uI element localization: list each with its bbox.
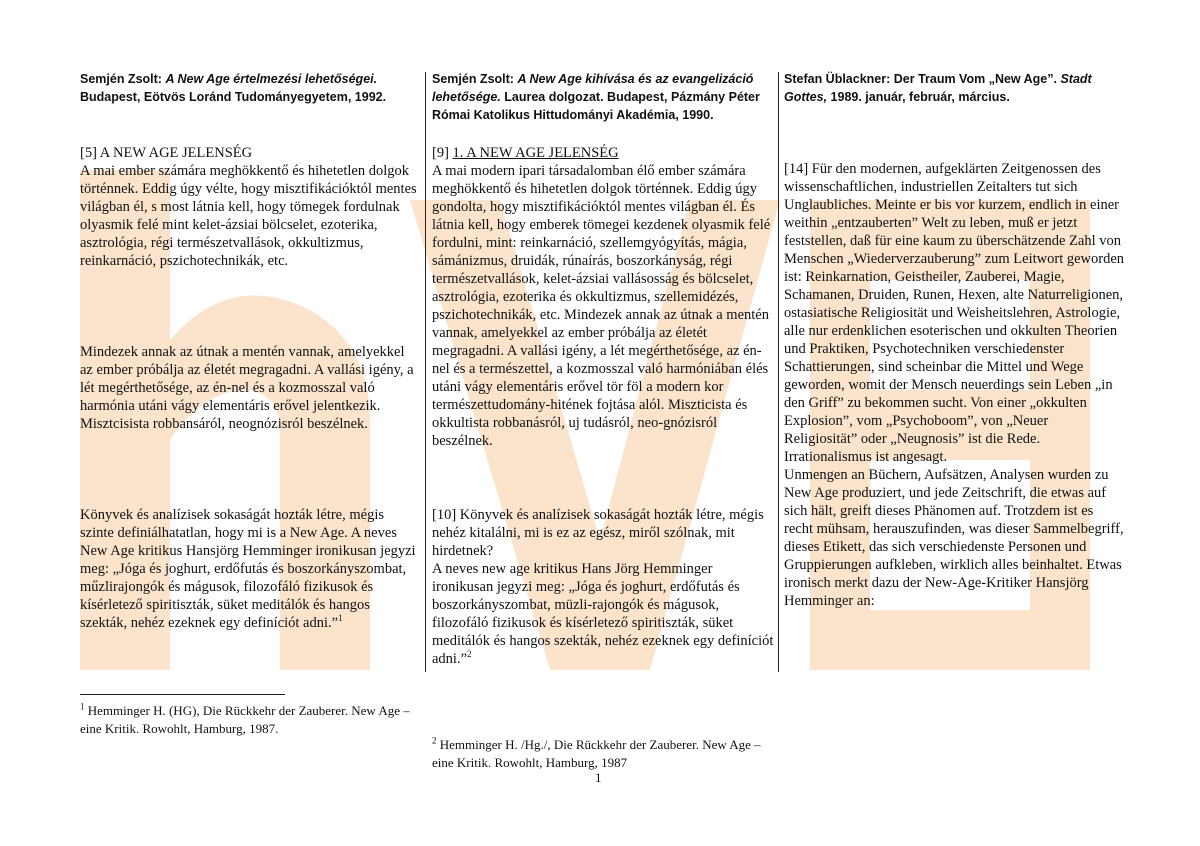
section-title: 1. A NEW AGE JELENSÉG	[452, 145, 619, 161]
source-title: Stadt Gottes,	[784, 72, 1092, 104]
footnote-mark: 1	[80, 701, 85, 712]
author: Semjén Zsolt:	[432, 72, 518, 86]
column-divider-left	[425, 72, 426, 672]
footnote-text: Hemminger H. (HG), Die Rückkehr der Zauberer. New Age – eine Kritik. Rowohlt, Hamburg, 1987.	[80, 703, 410, 736]
paragraph-3	[80, 506, 420, 632]
paragraph-2: Mindezek annak az útnak a mentén vannak, amelyekkel az ember próbálja az életét megragadni. A vallási igény, a lét megérthetősége, az én-nel és a kozmosszal való harmónia utáni vágy elementáris erővel jelentkezik. Misztcisista robbansáról, neognózisról beszélnek.	[80, 344, 414, 432]
source-details: Laurea dolgozat. Budapest, Pázmány Péter Római Katolikus Hittudományi Akadémia, 1990.	[432, 90, 760, 122]
paragraph-3-text: Könyvek és analízisek sokaságát hozták létre, mégis szinte definiálhatatlan, hogy mi is a New Age. A neves New Age kritikus Hansjörg Hemminger ironikusan jegyzi meg: „Jóga és joghurt, erdőfutás és boszorkányszombat, műzlirajongók és mágusok, filozofáló fizikusok és kísérletező spiritiszták, süket meditálók és hangos szekták, nehéz ezeknek egy definíciót adni.”	[80, 507, 416, 631]
source-header	[432, 70, 777, 154]
paragraph-2-text: [10] Könyvek és analízisek sokaságát hozták létre, mégis nehéz kitalálni, mi is ez az egész, miről szólnak, mit hirdetnek? A neves new age kritikus Hans Jörg Hemminger ironikusan jegyzi meg: „Jóga és joghurt, erdőfutás és boszorkányszombat, müzli-rajongók és mágusok, filozofáló fizikusok és kísérletező spiritiszták, süket meditálók és hangos szekták, nehéz ezeknek egy definíciót adni.”	[432, 507, 774, 667]
footnote-text: Hemminger H. /Hg./, Die Rückkehr der Zauberer. New Age – eine Kritik. Rowohlt, Hamburg, 1987	[432, 737, 761, 770]
source-details: Budapest, Eötvös Loránd Tudományegyetem, 1992.	[80, 90, 387, 104]
footnote-1	[80, 702, 410, 738]
paragraph-1: A mai modern ipari társadalomban élő ember számára meghökkentő és hihetetlen dolgok történnek. Eddig úgy gondolta, hogy misztifikációktól mentes világban él. És látnia kell, hogy emberek tömegei kezdenek olyasmik felé fordulni, mint: reinkarnáció, szellemgyógyítás, mágia, sámánizmus, druidák, rúnaírás, boszorkányság, régi természetvallások, kelet-ázsiai vallásosság és bölcselet, asztrológia, ezoterika és okkultizmus, szellemidézés, pszichotechnikák, etc. Mindezek annak az útnak a mentén vannak, amelyekkel az ember próbálja az életét megragadni. A vallási igény, a lét megérthetősége, az én-nel és a természettel, a kozmosszal való harmóniában élés utáni vágy elementáris erővel tör föl a modern kor természettudomány-hitének fojtása alól. Miszticista és okkultista robbanásról, uj tudásról, neo-gnózisról beszélnek.	[432, 163, 771, 449]
column-2	[432, 70, 777, 667]
section-heading	[432, 144, 619, 162]
source-header	[784, 70, 1124, 154]
paragraph-1: A mai ember számára meghökkentő és hihetetlen dolgok történnek. Eddig úgy vélte, hogy misztifikációktól mentes világban él, s most látnia kell, hogy tömegek fordulnak olyasmik felé mint kelet-ázsiai bölcselet, ezoterika, asztrológia, régi természetvallások, okkultizmus, reinkarnáció, pszichotechnikák, etc.	[80, 163, 417, 269]
section-heading: [5] A NEW AGE JELENSÉG	[80, 145, 253, 161]
page-number: 1	[595, 770, 602, 785]
footnote-2	[432, 736, 772, 772]
source-title: A New Age kihívása és az evangelizáció lehetősége.	[432, 72, 754, 104]
footnote-mark: 2	[432, 735, 437, 746]
column-1	[80, 70, 420, 631]
author: Semjén Zsolt:	[80, 72, 166, 86]
source-header	[80, 70, 420, 154]
column-3	[784, 70, 1125, 609]
paragraph-1: [14] Für den modernen, aufgeklärten Zeitgenossen des wissenschaftlichen, industriellen Zeitalters tut sich Unglaubliches. Meinte er bis vor kurzem, endlich in einer weithin „entzauberten” Welt zu leben, muß er jetzt feststellen, daß für eine kaum zu überschätzende Zahl von Menschen „Wiederverzauberung” zum Leitwort geworden ist: Reinkarnation, Geistheiler, Zauberei, Magie, Schamanen, Druiden, Runen, Hexen, alte Naturreligionen, ostasiatische Religiosität und Weisheitslehren, Astrologie, alle nur erdenklichen esoterischen und okkulten Theorien und Praktiken, Psychotechniken verschiedenster Schattierungen, sind scheinbar die Mittel und Wege geworden, womit der Mensch neuerdings sein Leben „in den Griff” zu bekommen sucht. Von einer „okkulten Explosion”, vom „Psychoboom”, von „Neuer Religiosität” oder „Neugnosis” ist die Rede. Irrationalismus ist angesagt. Unmengen an Büchern, Aufsätzen, Analysen wurden zu New Age produziert, und jede Zeitschrift, die etwas auf sich hält, greift dieses Phänomen auf. Trotzdem ist es recht mühsam, herauszufinden, was dieser Sammelbegriff, dieses Etikett, das sich verschiedenste Personen und Gruppierungen aufkleben, wirklich alles beinhaltet. Etwas ironisch merkt dazu der New-Age-Kritiker Hansjörg Hemminger an:	[784, 161, 1125, 609]
footnote-separator	[80, 694, 285, 695]
column-divider-right	[778, 72, 779, 672]
footnote-ref[interactable]: 1	[338, 613, 343, 624]
source-details: 1989. január, február, március.	[827, 90, 1010, 104]
section-number: [9]	[432, 145, 453, 161]
author: Stefan Üblackner: Der Traum Vom „New Age”.	[784, 72, 1061, 86]
source-title: A New Age értelmezési lehetőségei.	[165, 72, 378, 86]
footnote-ref[interactable]: 2	[467, 649, 472, 660]
paragraph-2	[432, 506, 777, 668]
